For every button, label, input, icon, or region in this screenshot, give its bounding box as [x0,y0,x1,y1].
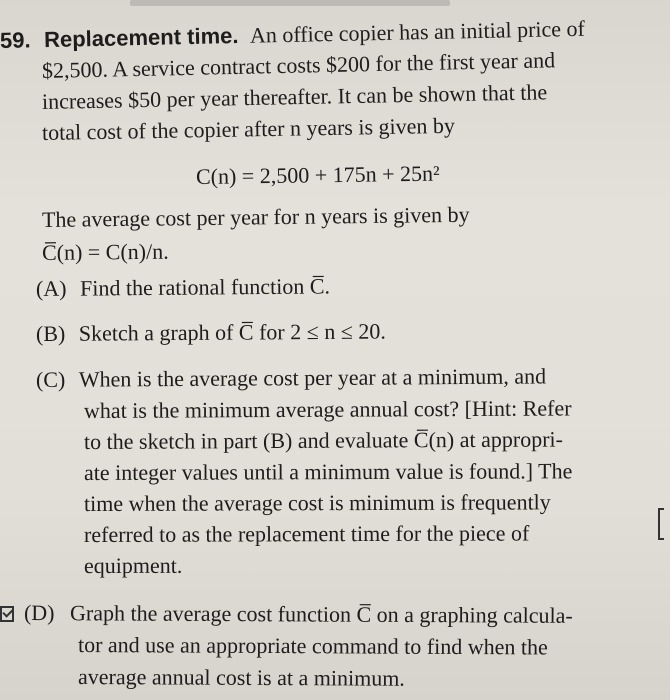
part-d-text-0: Graph the average cost function C̅ on a graphing calcula- [69,600,573,628]
part-a [36,273,330,302]
part-c-line-2: to the sketch in part (B) and evaluate C̅(n) at appropri- [83,426,564,454]
part-d-line-0 [24,600,573,629]
part-b [36,319,386,347]
problem-number: 59. [0,27,31,53]
intro-line-3: total cost of the copier after n years is given by [41,112,456,145]
part-c-line-6: equipment. [83,552,183,578]
margin-bracket [658,508,664,540]
part-c-text-0: When is the average cost per year at a minimum, and [78,363,547,392]
part-a-label: (A) [35,275,67,301]
part-c-line-0 [36,363,546,393]
intro-line-0: An office copier has an initial price of [249,15,586,48]
part-d-line-2: average annual cost is at a minimum. [77,664,405,691]
intro-line-2: increases $50 per year thereafter. It can be shown that the [41,79,548,114]
avg-line-1: C̅(n) = C(n)/n. [41,238,169,265]
part-d-line-1: tor and use an appropriate command to find when the [77,632,548,660]
part-d-label: (D) [23,600,55,626]
part-a-text: Find the rational function C̅. [79,273,331,301]
part-c-line-3: ate integer values until a minimum value is found.] The [83,458,573,485]
part-c-line-1: what is the minimum average annual cost? [Hint: Refer [83,395,572,423]
cropped-text-strip [130,0,450,6]
part-c-line-5: referred to as the replacement time for the piece of [83,520,530,547]
avg-line-0: The average cost per year for n years is given by [41,201,470,232]
part-b-label: (B) [35,320,66,346]
part-c-line-4: time when the average cost is minimum is frequently [83,489,551,516]
intro-line-1: $2,500. A service contract costs $200 for the first year and [41,47,556,83]
part-b-text: Sketch a graph of C̅ for 2 ≤ n ≤ 20. [78,318,386,346]
checkbox-icon [0,606,14,622]
problem-title: Replacement time. [43,23,239,53]
part-c-label: (C) [35,366,66,392]
cost-formula: C(n) = 2,500 + 175n + 25n² [195,160,440,189]
